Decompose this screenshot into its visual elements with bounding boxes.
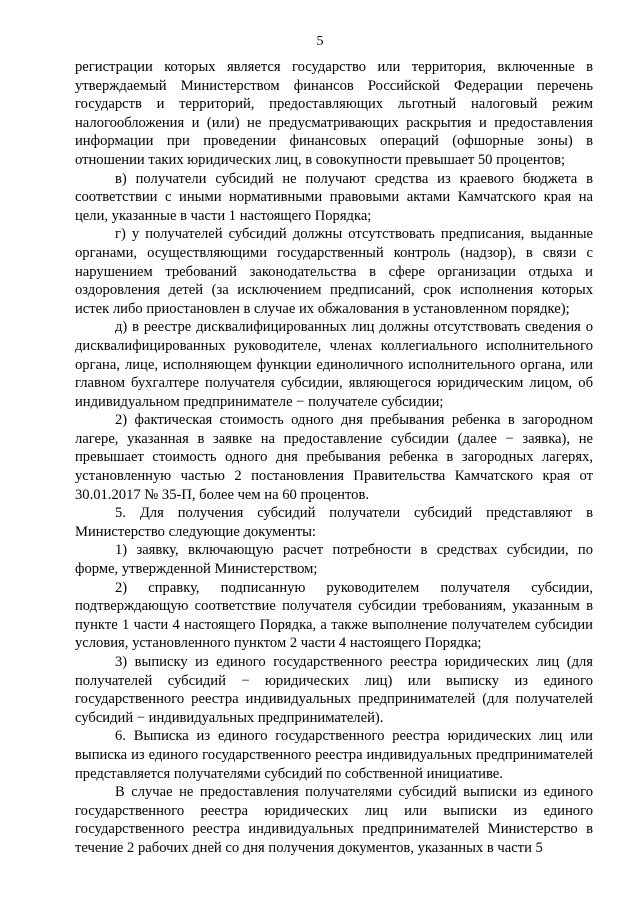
paragraph-doc-2: 2) справку, подписанную руководителем получателя субсидии, подтверждающую соответствие получателя субсидии требованиям, указанным в пункте 1 части 4 настоящего Порядка, а также выполнение получателем субсидии условия, установленного пунктом 2 части 4 настоящего Порядка; [75,579,593,652]
document-body [75,58,593,858]
paragraph-item-g: г) у получателей субсидий должны отсутствовать предписания, выданные органами, осуществляющими государственный контроль (надзор), в связи с нарушением требований законодательства в сфере организации отдыха и оздоровления детей (за исключением предписаний, срок исполнения которых истек либо приостановлен в случае их обжалования в установленном порядке); [75,226,593,317]
paragraph-final: В случае не предоставления получателями субсидий выписки из единого государственного реестра юридических лиц или выписки из единого государственного реестра индивидуальных предпринимателей Министерство в течение 2 рабочих дней со дня получения документов, указанных в части 5 [75,784,593,856]
paragraph-doc-3: 3) выписку из единого государственного реестра юридических лиц (для получателей субсидий − юридических лиц) или выписку из единого государственного реестра индивидуальных предпринимателей (для получателей субсидий − индивидуальных предпринимателей). [75,654,593,726]
paragraph-section-6: 6. Выписка из единого государственного реестра юридических лиц или выписка из единого государственного реестра индивидуальных предпринимателей представляется получателями субсидий по собственной инициативе. [75,728,593,782]
page-number: 5 [316,34,324,49]
paragraph-condition-2: 2) фактическая стоимость одного дня пребывания ребенка в загородном лагере, указанная в заявке на предоставление субсидии (далее − заявка), не превышает стоимость одного дня пребывания ребенка в загородных лагерях, установленную частью 2 постановления Правительства Камчатского края от 30.01.2017 № 35-П, более чем на 60 процентов. [75,412,593,503]
paragraph-item-d: д) в реестре дисквалифицированных лиц должны отсутствовать сведения о дисквалифицированных руководителе, членах коллегиального исполнительного органа, лице, исполняющем функции единоличного исполнительного органа, или главном бухгалтере получателя субсидии, являющегося юридическим лицом, об индивидуальном предпринимателе − получателе субсидии; [75,319,593,410]
paragraph-continuation: регистрации которых является государство или территория, включенные в утверждаемый Министерством финансов Российской Федерации перечень государств и территорий, предоставляющих льготный налоговый режим налогообложения и (или) не предусматривающих раскрытия и предоставления информации при проведении финансовых операций (офшорные зоны) в отношении таких юридических лиц, в совокупности превышает 50 процентов; [75,59,593,168]
paragraph-item-v: в) получатели субсидий не получают средства из краевого бюджета в соответствии с иными нормативными правовыми актами Камчатского края на цели, указанные в части 1 настоящего Порядка; [75,170,593,224]
paragraph-doc-1: 1) заявку, включающую расчет потребности в средствах субсидии, по форме, утвержденной Министерством; [75,542,593,578]
paragraph-section-5: 5. Для получения субсидий получатели субсидий представляют в Министерство следующие документы: [75,505,593,540]
